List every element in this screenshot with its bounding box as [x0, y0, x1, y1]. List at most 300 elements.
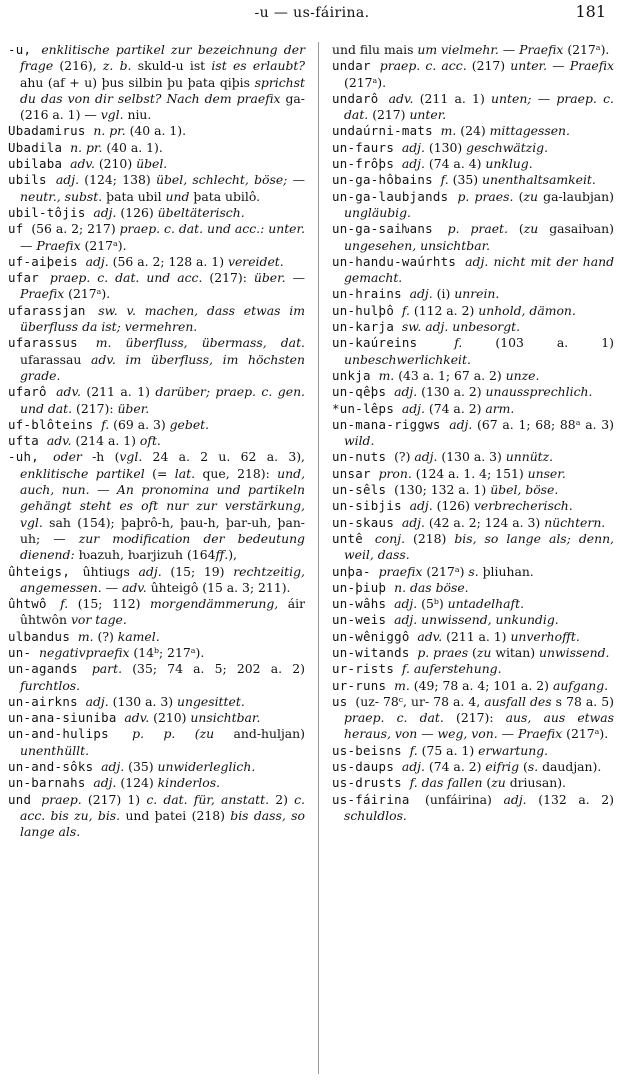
entry-text: (132 a. 2): [526, 791, 615, 807]
dictionary-entry: [332, 156, 614, 172]
entry-gloss: adj.: [409, 498, 433, 514]
entry-gloss: praep. c. dat.: [344, 710, 444, 726]
entry-text: (74 a. 2): [424, 759, 486, 775]
dictionary-entry: [8, 596, 305, 629]
entry-gloss: unenthaltsamkeit.: [482, 172, 596, 188]
entry-gloss: m.: [394, 677, 410, 693]
entry-gloss: adj.: [401, 139, 425, 155]
entry-text: 2): [269, 791, 295, 807]
entry-gloss: c. dat. für, anstatt.: [146, 791, 270, 807]
dictionary-entry: [8, 140, 305, 156]
entry-text: daudjan).: [538, 759, 602, 775]
entry-gloss: unbeschwerlichkeit.: [344, 351, 471, 367]
entry-text: (124; 138): [79, 172, 156, 188]
entry-gloss: ungläubig.: [344, 204, 411, 220]
entry-gloss: rechtzeitig, angemessen. — adv.: [20, 563, 305, 595]
entry-gloss: unklug.: [485, 156, 533, 172]
entry-text: niu.: [123, 107, 152, 123]
entry-headword: us-drusts: [332, 775, 410, 791]
entry-gloss: n. pr.: [70, 139, 103, 155]
dictionary-entry: [8, 303, 305, 336]
entry-text: ûhtiugs: [82, 563, 139, 579]
dictionary-entry: [8, 123, 305, 139]
dictionary-entry: [332, 515, 614, 531]
entry-gloss: unter. — Praefix: [510, 58, 614, 74]
entry-headword: -u,: [8, 42, 42, 57]
entry-headword: unsar: [332, 465, 379, 481]
dictionary-entry: [8, 629, 305, 645]
entry-text: (112 a. 2): [409, 302, 479, 318]
entry-text: (217):: [443, 710, 506, 726]
entry-text: (: [513, 188, 524, 204]
entry-headword: un-ana-siuniba: [8, 710, 125, 726]
entry-text: und filu mais: [332, 42, 418, 57]
entry-headword: ufarô: [8, 384, 57, 400]
dictionary-entry: [8, 710, 305, 726]
dictionary-entry: [332, 694, 614, 743]
entry-headword: un-airkns: [8, 693, 86, 709]
entry-text: (?): [394, 449, 415, 465]
entry-text: (210): [94, 156, 137, 172]
dictionary-entry: [332, 368, 614, 384]
entry-gloss: ff.: [215, 547, 229, 563]
entry-gloss: m.: [378, 367, 395, 383]
dictionary-entry: [332, 792, 614, 825]
entry-gloss: adj.: [85, 253, 109, 269]
entry-text: (42 a. 2; 124 a. 3): [424, 514, 545, 530]
dictionary-entry: [8, 694, 305, 710]
entry-gloss: p. praet.: [447, 221, 508, 237]
entry-text: (130 a. 3): [437, 449, 506, 465]
entry-gloss: eifrig: [485, 759, 520, 775]
entry-gloss: schuldlos.: [344, 807, 407, 823]
entry-gloss: adj.: [401, 400, 425, 416]
entry-gloss: p. p. (zu: [132, 726, 215, 742]
entry-text: (40 a. 1).: [125, 123, 187, 139]
page-number: 181: [575, 2, 606, 21]
entry-text: (?): [93, 628, 118, 644]
entry-headword: un-handu-waúrhts: [332, 253, 466, 269]
entry-gloss: praefix: [378, 563, 423, 579]
entry-headword: ûhteigs,: [8, 563, 83, 579]
entry-headword: Ubadamirus: [8, 123, 94, 139]
entry-text: skuld-u ist: [131, 58, 212, 74]
entry-gloss: adj. unwissend, unkundig.: [394, 612, 559, 628]
entry-text: (i): [432, 286, 455, 302]
entry-text: (130 a. 3): [108, 693, 178, 709]
entry-text: (67 a. 1; 68; 88ᵃ a. 3): [472, 416, 614, 432]
entry-headword: un-and-sôks: [8, 759, 102, 775]
entry-gloss: adv.: [388, 90, 414, 106]
dictionary-entry: [332, 221, 614, 254]
dictionary-entry: [8, 270, 305, 303]
entry-headword: un-: [8, 644, 40, 660]
entry-text: (5ᵇ): [417, 596, 448, 612]
entry-gloss: aus, aus etwas heraus, von — weg, von. — Praefix: [344, 710, 615, 742]
entry-headword: un-nuts: [332, 449, 395, 465]
entry-gloss: adv.: [124, 710, 150, 726]
dictionary-entry: [8, 221, 305, 254]
entry-text: (217ᵃ).: [64, 286, 111, 302]
entry-headword: un-þiuþ: [332, 579, 395, 595]
entry-text: (35): [124, 759, 158, 775]
entry-text: que, 218):: [195, 465, 278, 481]
entry-gloss: unaussprechlich.: [485, 384, 593, 400]
entry-gloss: unten; — praep. c. dat.: [344, 90, 614, 123]
entry-gloss: sprichst du das von dir selbst? Nach dem praefix: [20, 74, 305, 106]
entry-gloss: unwiderleglich.: [157, 759, 256, 775]
dictionary-entry: [332, 319, 614, 335]
entry-gloss: um vielmehr. — Praefix: [417, 42, 564, 57]
dictionary-entry: [332, 449, 614, 465]
entry-gloss: c. acc. bis zu, bis.: [20, 791, 305, 823]
entry-text: (40 a. 1).: [102, 139, 163, 155]
entry-text: (: [468, 644, 477, 660]
entry-gloss: adv.: [56, 384, 81, 400]
entry-headword: ubilaba: [8, 156, 71, 172]
entry-gloss: adj.: [394, 384, 418, 400]
entry-text: (: [519, 759, 528, 775]
dictionary-entry: [8, 417, 305, 433]
entry-text: áir ûhtwôn: [20, 596, 306, 628]
entry-headword: un-hulþô: [332, 302, 402, 318]
dictionary-entry: [8, 205, 305, 221]
entry-headword: un-qêþs: [332, 384, 395, 400]
entry-headword: un-agands: [8, 661, 92, 677]
entry-headword: ûhtwô: [8, 596, 61, 612]
entry-text: (126): [432, 498, 474, 514]
entry-text: (43 a. 1; 67 a. 2): [394, 367, 506, 383]
entry-headword: un-barnahs: [8, 775, 94, 791]
dictionary-entry: [332, 384, 614, 400]
entry-headword: uf: [8, 221, 32, 237]
entry-gloss: über.: [117, 400, 150, 416]
entry-gloss: adj.: [93, 775, 117, 791]
entry-text: þata ubil: [102, 188, 166, 204]
entry-gloss: untadelhaft.: [447, 596, 525, 612]
dictionary-entry: [332, 645, 614, 661]
entry-gloss: adj.: [138, 563, 162, 579]
entry-gloss: ausfall des: [484, 693, 552, 709]
entry-text: and-huljan): [214, 726, 305, 742]
entry-gloss: praep. c. dat. und acc.: unter. — Praefix: [20, 221, 306, 253]
entry-headword: ur-runs: [332, 677, 395, 693]
entry-text: ufarassau: [20, 351, 92, 367]
entry-gloss: m. überfluss, übermass, dat.: [95, 335, 305, 351]
page-header: [0, 0, 624, 30]
entry-gloss: adj. nicht mit der hand gemacht.: [344, 253, 615, 286]
entry-text: (49; 78 a. 4; 101 a. 2): [409, 677, 553, 693]
entry-gloss: bis, so lange als; denn, weil, dass.: [344, 530, 614, 563]
dictionary-entry: [8, 726, 305, 759]
entry-headword: un-ga-saiƕans: [332, 221, 448, 237]
entry-headword: us-fáirina: [332, 791, 426, 807]
entry-headword: un-ga-laubjands: [332, 188, 458, 204]
dictionary-entry: [332, 564, 614, 580]
entry-headword: ufarassus: [8, 335, 96, 351]
entry-gloss: enklitische partikel: [20, 465, 145, 481]
entry-gloss: und, auch, nun. — An pronomina und partikeln gehängt steht es oft nur zur verstärkung, vgl.: [20, 465, 306, 530]
entry-gloss: adj.: [55, 172, 80, 188]
entry-gloss: verbrecherisch.: [473, 498, 573, 514]
entry-gloss: n. pr.: [93, 123, 126, 139]
dictionary-entry: [8, 775, 305, 791]
entry-text: (217ᵃ).: [80, 237, 127, 253]
entry-gloss: zur modification der bedeutung dienend:: [20, 530, 305, 563]
entry-headword: undaúrni-mats: [332, 123, 441, 139]
entry-gloss: unnütz.: [505, 449, 554, 465]
entry-headword: un-frôþs: [332, 156, 402, 172]
entry-gloss: arm.: [485, 400, 515, 416]
dictionary-entry: [332, 303, 614, 319]
running-title: -u — us-fáirina.: [254, 5, 370, 21]
entry-text: (130): [424, 139, 467, 155]
entry-gloss: furchtlos.: [20, 677, 81, 693]
entry-gloss: part.: [91, 661, 123, 677]
entry-gloss: enklitische partikel zur bezeichnung der frage: [20, 42, 305, 74]
entry-gloss: unze.: [505, 367, 540, 383]
entry-text: (217): [466, 58, 511, 74]
entry-gloss: m.: [440, 123, 457, 139]
entry-text: (: [482, 775, 492, 791]
entry-gloss: unter.: [409, 107, 447, 123]
entry-gloss: adj.: [101, 759, 125, 775]
entry-headword: ulbandus: [8, 628, 78, 644]
entry-headword: un-wêniggô: [332, 628, 418, 644]
entry-text: (75 a. 1): [417, 742, 479, 758]
entry-gloss: ist es erlaubt?: [211, 58, 306, 74]
entry-text: (35; 74 a. 5; 202 a. 2): [122, 661, 305, 677]
entry-gloss: zu: [476, 644, 492, 660]
entry-gloss: praep. c. dat. und acc.: [49, 270, 203, 286]
entry-text: (126): [116, 204, 158, 220]
entry-headword: us: [332, 693, 356, 709]
entry-text: (35): [448, 172, 483, 188]
entry-gloss: darüber; praep. c. gen. und dat.: [20, 384, 305, 416]
entry-gloss: mittagessen.: [489, 123, 570, 139]
entry-gloss: f.: [401, 302, 410, 318]
dictionary-entry: [8, 42, 305, 123]
entry-gloss: conj.: [374, 530, 406, 546]
entry-gloss: kinderlos.: [157, 775, 221, 791]
entry-text: ahu (af + u) þus silbin þu þata qiþis: [20, 74, 255, 90]
dictionary-entry: [332, 661, 614, 677]
entry-gloss: adj.: [449, 416, 473, 432]
entry-gloss: unenthüllt.: [20, 742, 90, 758]
entry-text: (124): [116, 775, 158, 791]
entry-text: (211 a. 1): [413, 90, 492, 106]
column-divider: [318, 42, 319, 1074]
dictionary-entry: [332, 335, 614, 368]
dictionary-entry: [332, 580, 614, 596]
entry-gloss: ungesittet.: [177, 693, 245, 709]
entry-gloss: p. praes: [417, 644, 469, 660]
dictionary-entry: [8, 449, 305, 563]
entry-gloss: wild.: [344, 433, 375, 449]
entry-gloss: ungesehen, unsichtbar.: [344, 237, 491, 253]
entry-gloss: negativpraefix: [39, 644, 130, 660]
entry-gloss: nüchtern.: [544, 514, 606, 530]
dictionary-entry: [332, 58, 614, 91]
entry-text: (217):: [72, 400, 118, 416]
entry-text: (217ᵃ).: [562, 726, 609, 742]
entry-gloss: unhold, dämon.: [478, 302, 576, 318]
entry-gloss: f. auferstehung.: [401, 661, 502, 677]
entry-headword: ufta: [8, 433, 47, 449]
entry-gloss: f.: [409, 742, 418, 758]
entry-text: (unfáirina): [425, 791, 504, 807]
entry-gloss: f.: [101, 416, 110, 432]
entry-gloss: praep. c. acc.: [379, 58, 467, 74]
dictionary-entry: [332, 417, 614, 450]
entry-gloss: bis dass, so lange als.: [20, 807, 305, 840]
entry-text: (uz- 78ᶜ, ur- 78 a. 4,: [355, 693, 485, 709]
entry-headword: -uh,: [8, 449, 54, 465]
entry-text: (15; 19): [161, 563, 234, 579]
entry-headword: ufarassjan: [8, 302, 99, 318]
entry-headword: un-kaúreins: [332, 335, 455, 351]
entry-gloss: adj.: [414, 449, 438, 465]
entry-text: (211 a. 1): [80, 384, 156, 400]
entry-headword: un-skaus: [332, 514, 402, 530]
entry-text: -h (: [81, 449, 120, 465]
dictionary-entry: [8, 384, 305, 417]
entry-gloss: vgl.: [119, 449, 143, 465]
dictionary-entry: [8, 661, 305, 694]
entry-text: þliuhan.: [478, 563, 534, 579]
entry-text: driusan).: [505, 775, 567, 791]
entry-gloss: geschwätzig.: [466, 139, 549, 155]
entry-headword: us-beisns: [332, 742, 410, 758]
dictionary-entry: [332, 42, 614, 58]
entry-headword: untê: [332, 530, 375, 546]
entry-gloss: vgl.: [100, 107, 124, 123]
dictionary-entry: [332, 612, 614, 628]
entry-gloss: gebet.: [169, 416, 210, 432]
entry-gloss: unser.: [527, 465, 566, 481]
entry-gloss: f.: [60, 596, 69, 612]
entry-text: ûhteigô (15 a. 3; 211).: [146, 579, 291, 595]
entry-text: (218): [405, 530, 455, 546]
entry-headword: *un-lêps: [332, 400, 402, 416]
entry-gloss: übel, schlecht, böse; — neutr., subst.: [20, 172, 306, 204]
entry-gloss: übel.: [136, 156, 168, 172]
dictionary-entry: [8, 156, 305, 172]
entry-text: gasaiƕan): [538, 221, 614, 237]
entry-gloss: adj.: [401, 514, 425, 530]
entry-text: (217) 1): [81, 791, 147, 807]
dictionary-entry: [332, 629, 614, 645]
entry-gloss: adv.: [46, 433, 72, 449]
entry-text: (: [507, 221, 524, 237]
entry-gloss: pron.: [378, 465, 412, 481]
entry-gloss: morgendämmerung,: [149, 596, 279, 612]
entry-text: (56 a. 2; 217): [31, 221, 120, 237]
entry-text: (217ᵃ).: [563, 42, 610, 57]
dictionary-entry: [8, 254, 305, 270]
entry-text: und þatei (218): [120, 807, 231, 823]
entry-headword: un-wâhs: [332, 596, 395, 612]
entry-text: witan): [491, 644, 540, 660]
entry-headword: un-sibjis: [332, 498, 410, 514]
left-column: [8, 42, 305, 841]
entry-gloss: f.: [454, 335, 463, 351]
entry-text: 24 a. 2 u. 62 a. 3),: [142, 449, 305, 465]
entry-gloss: z. b.: [102, 58, 132, 74]
entry-gloss: zu: [491, 775, 506, 791]
dictionary-entry: [332, 775, 614, 791]
dictionary-entry: [8, 792, 305, 841]
entry-headword: ufar: [8, 270, 50, 286]
entry-headword: unkja: [332, 367, 379, 383]
dictionary-entry: [332, 759, 614, 775]
entry-gloss: vereidet.: [227, 253, 284, 269]
dictionary-entry: [332, 254, 614, 287]
entry-text: ga-laubjan): [537, 188, 614, 204]
dictionary-entry: [332, 466, 614, 482]
entry-text: (103 a. 1): [462, 335, 614, 351]
entry-text: (211 a. 1): [442, 628, 511, 644]
entry-headword: un-sêls: [332, 482, 395, 498]
dictionary-entry: [332, 123, 614, 139]
entry-headword: un-witands: [332, 644, 418, 660]
entry-headword: un-and-hulips: [8, 726, 133, 742]
entry-headword: un-faurs: [332, 139, 402, 155]
dictionary-entry: [332, 678, 614, 694]
entry-gloss: zu: [523, 188, 538, 204]
entry-headword: un-weis: [332, 612, 395, 628]
right-column: [332, 42, 614, 824]
entry-gloss: und: [165, 188, 190, 204]
dictionary-entry: [332, 286, 614, 302]
entry-gloss: adj.: [503, 791, 527, 807]
entry-gloss: adj.: [401, 759, 425, 775]
entry-headword: ubil-tôjis: [8, 204, 94, 220]
entry-headword: un-ga-hôbains: [332, 172, 441, 188]
entry-text: (217ᵃ): [422, 563, 469, 579]
entry-gloss: adj.: [409, 286, 433, 302]
entry-headword: undar: [332, 58, 380, 74]
entry-gloss: übeltäterisch.: [157, 204, 245, 220]
entry-text: (124 a. 1. 4; 151): [411, 465, 528, 481]
entry-gloss: lat.: [174, 465, 196, 481]
entry-text: sah (154); þaþrô-h, þau-h, þar-uh, þan-uh; —: [20, 514, 305, 546]
entry-gloss: p. praes.: [457, 188, 514, 204]
entry-gloss: f. das fallen: [409, 775, 483, 791]
entry-gloss: s.: [527, 759, 539, 775]
entry-text: (69 a. 3): [109, 416, 170, 432]
entry-text: (24): [456, 123, 490, 139]
entry-gloss: adj.: [85, 693, 109, 709]
dictionary-entry: [8, 564, 305, 597]
dictionary-entry: [332, 140, 614, 156]
entry-gloss: unsichtbar.: [190, 710, 261, 726]
entry-gloss: s.: [468, 563, 479, 579]
entry-gloss: n. das böse.: [394, 579, 469, 595]
entry-text: (214 a. 1): [71, 433, 140, 449]
entry-text: (56 a. 2; 128 a. 1): [108, 253, 228, 269]
dictionary-entry: [332, 596, 614, 612]
entry-text: (217): [368, 107, 410, 123]
entry-gloss: praep.: [41, 791, 82, 807]
entry-headword: un-mana-riggws: [332, 416, 450, 432]
entry-gloss: aufgang.: [552, 677, 609, 693]
dictionary-entry: [332, 91, 614, 124]
entry-text: (15; 112): [68, 596, 150, 612]
entry-text: ƕazuh, ƕarjizuh (164: [74, 547, 216, 563]
entry-headword: uf-aiþeis: [8, 253, 86, 269]
entry-headword: unþa-: [332, 563, 379, 579]
